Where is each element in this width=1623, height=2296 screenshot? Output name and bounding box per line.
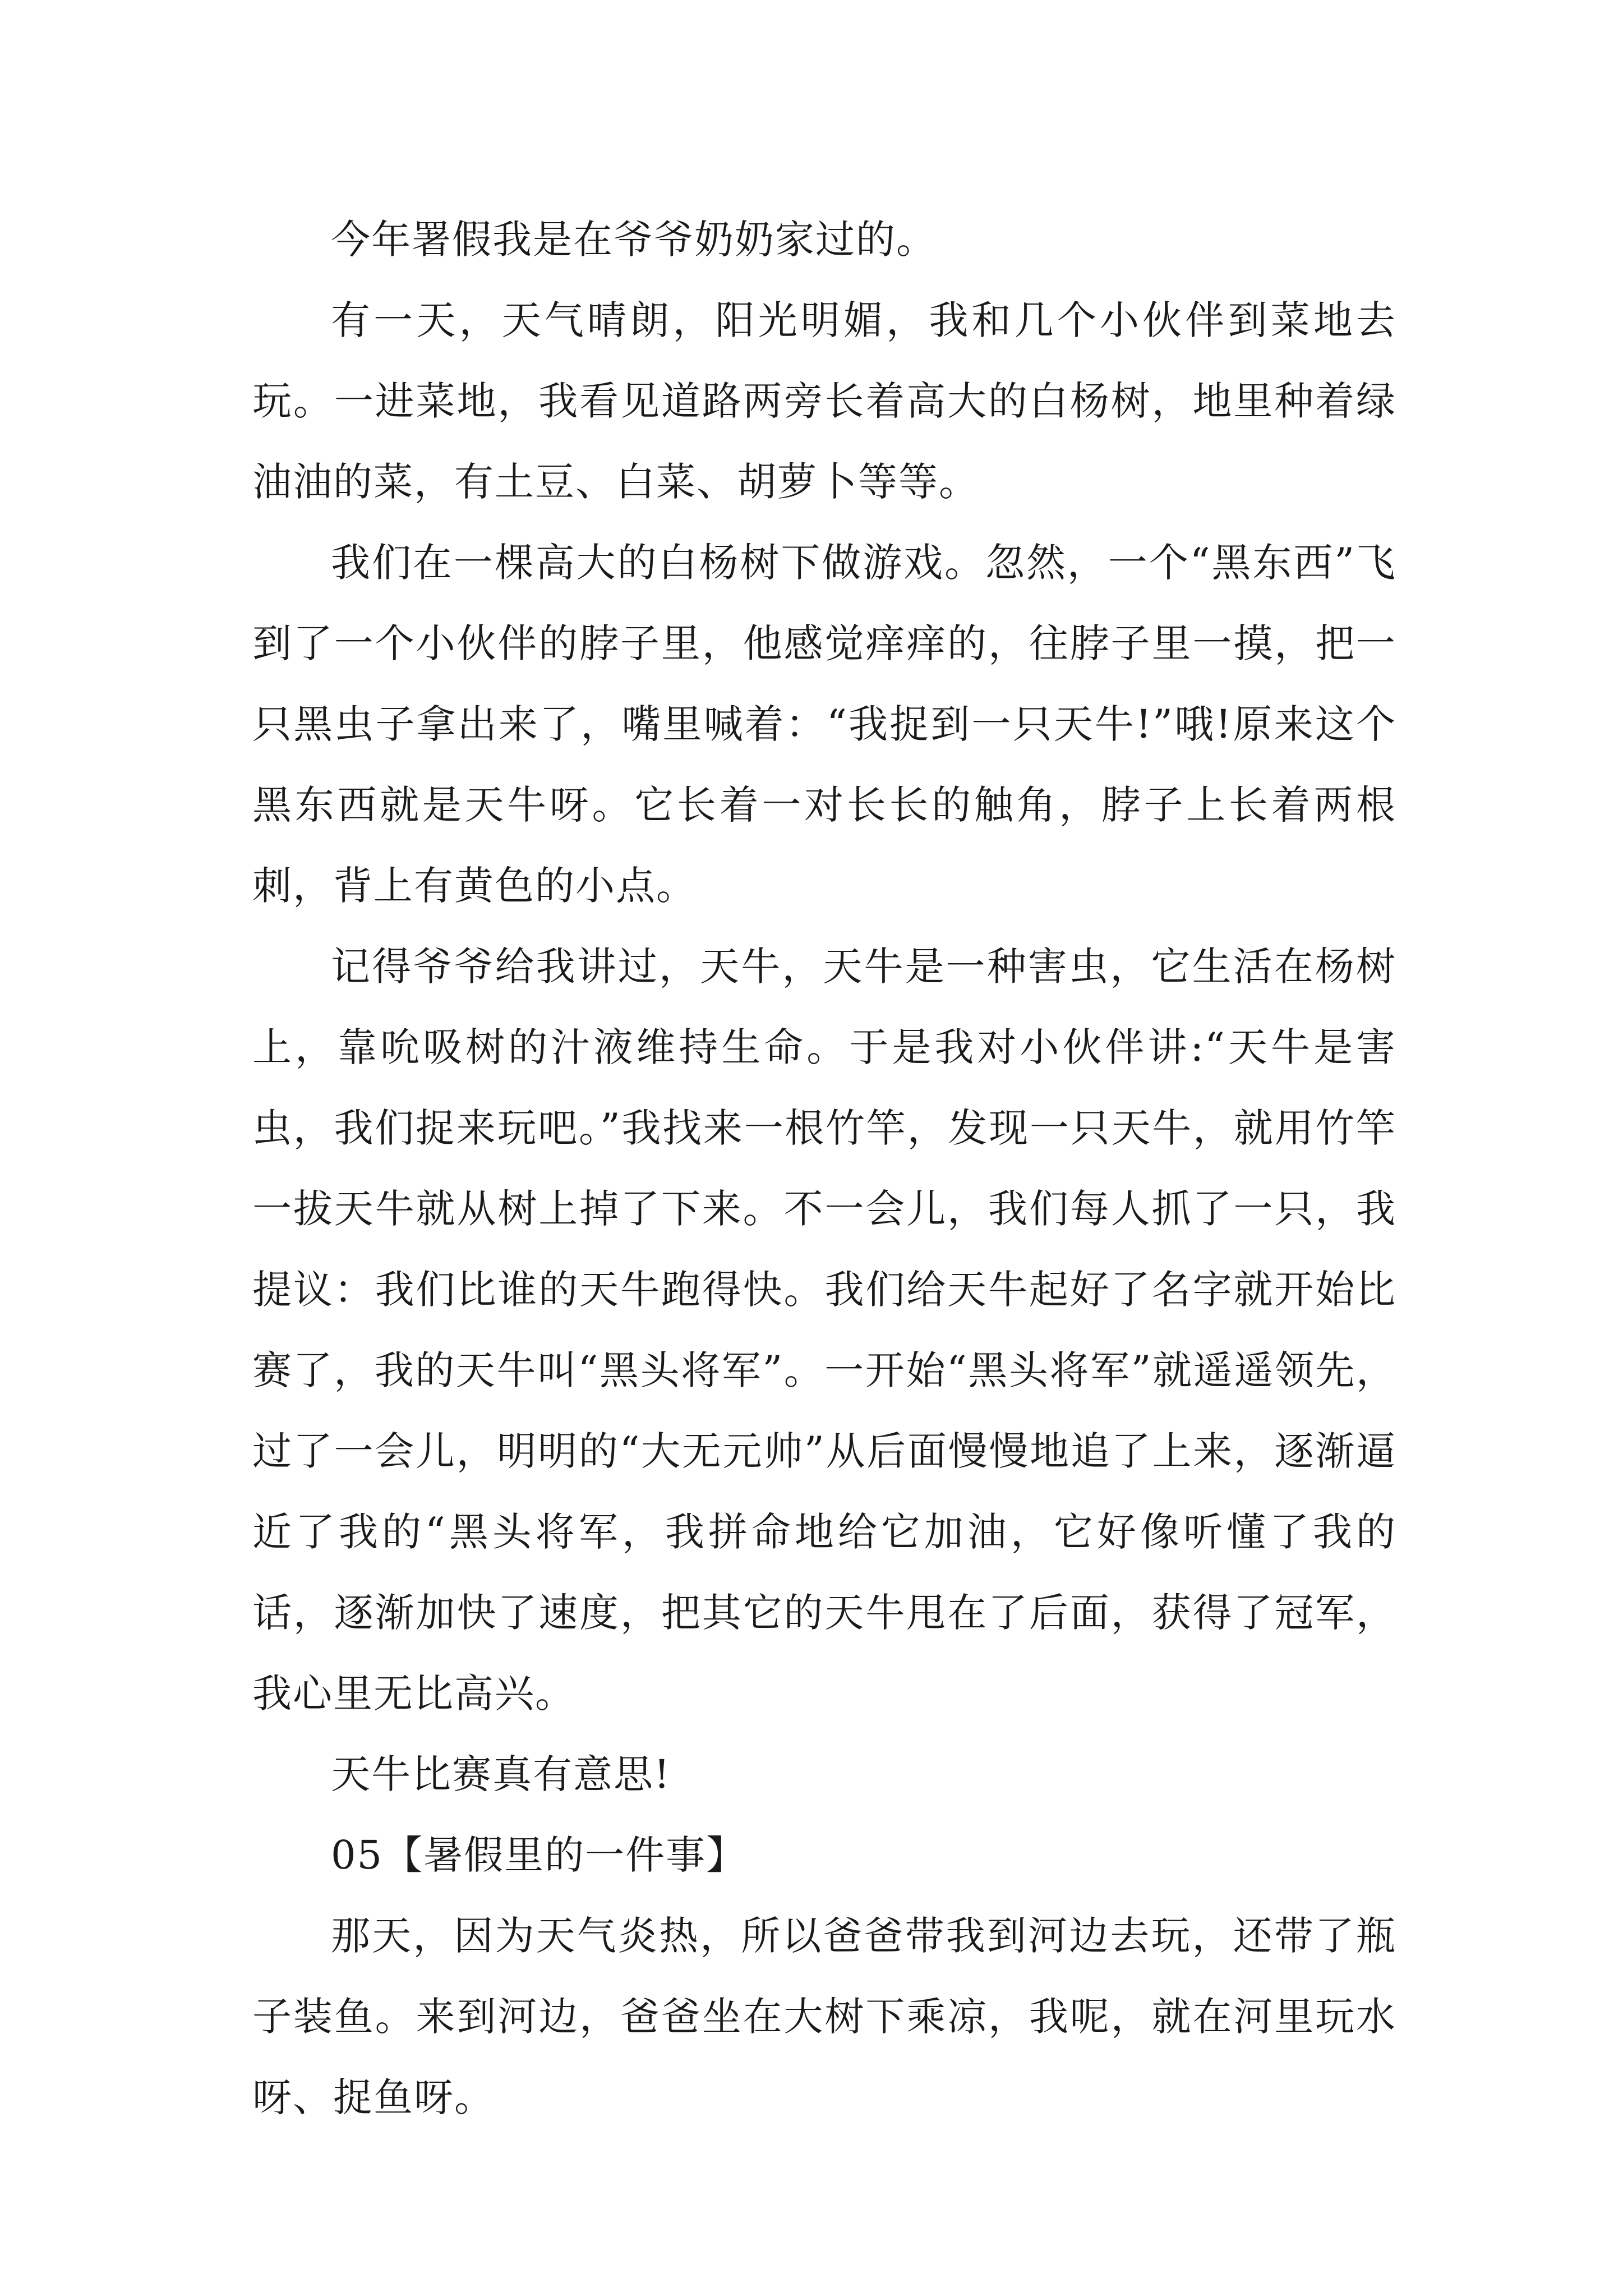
paragraph-1: 今年署假我是在爷爷奶奶家过的。 (331, 217, 937, 263)
document-body (252, 199, 1396, 2138)
section-heading: 05【暑假里的一件事】 (331, 1832, 747, 1878)
paragraph-4: 记得爷爷给我讲过，天牛，天牛是一种害虫，它生活在杨树上，靠吮吸树的汁液维持生命。于是我对小伙伴讲:“天牛是害虫，我们捉来玩吧。”我找来一根竹竿，发现一只天牛，就用竹竿一拔天牛就从树上掉了下来。不一会儿，我们每人抓了一只，我提议：我们比谁的天牛跑得快。我们给天牛起好了名字就开始比赛了，我的天牛叫“黑头将军”。一开始“黑头将军”就遥遥领先，过了一会儿，明明的“大无元帅”从后面慢慢地追了上来，逐渐逼近了我的“黑头将军，我拼命地给它加油，它好像听懂了我的话，逐渐加快了速度，把其它的天牛甩在了后面，获得了冠军，我心里无比高兴。 (252, 944, 1396, 1717)
paragraph-5: 天牛比赛真有意思! (331, 1751, 671, 1797)
paragraph-6: 那天，因为天气炎热，所以爸爸带我到河边去玩，还带了瓶子装鱼。来到河边，爸爸坐在大树下乘凉，我呢，就在河里玩水呀、捉鱼呀。 (252, 1913, 1396, 2120)
paragraph-3: 我们在一棵高大的白杨树下做游戏。忽然，一个“黑东西”飞到了一个小伙伴的脖子里，他感觉痒痒的，往脖子里一摸，把一只黑虫子拿出来了，嘴里喊着：“我捉到一只天牛!”哦!原来这个黑东西就是天牛呀。它长着一对长长的触角，脖子上长着两根刺，背上有黄色的小点。 (252, 540, 1396, 909)
paragraph-2: 有一天，天气晴朗，阳光明媚，我和几个小伙伴到菜地去玩。一进菜地，我看见道路两旁长着高大的白杨树，地里种着绿油油的菜，有土豆、白菜、胡萝卜等等。 (252, 297, 1396, 505)
